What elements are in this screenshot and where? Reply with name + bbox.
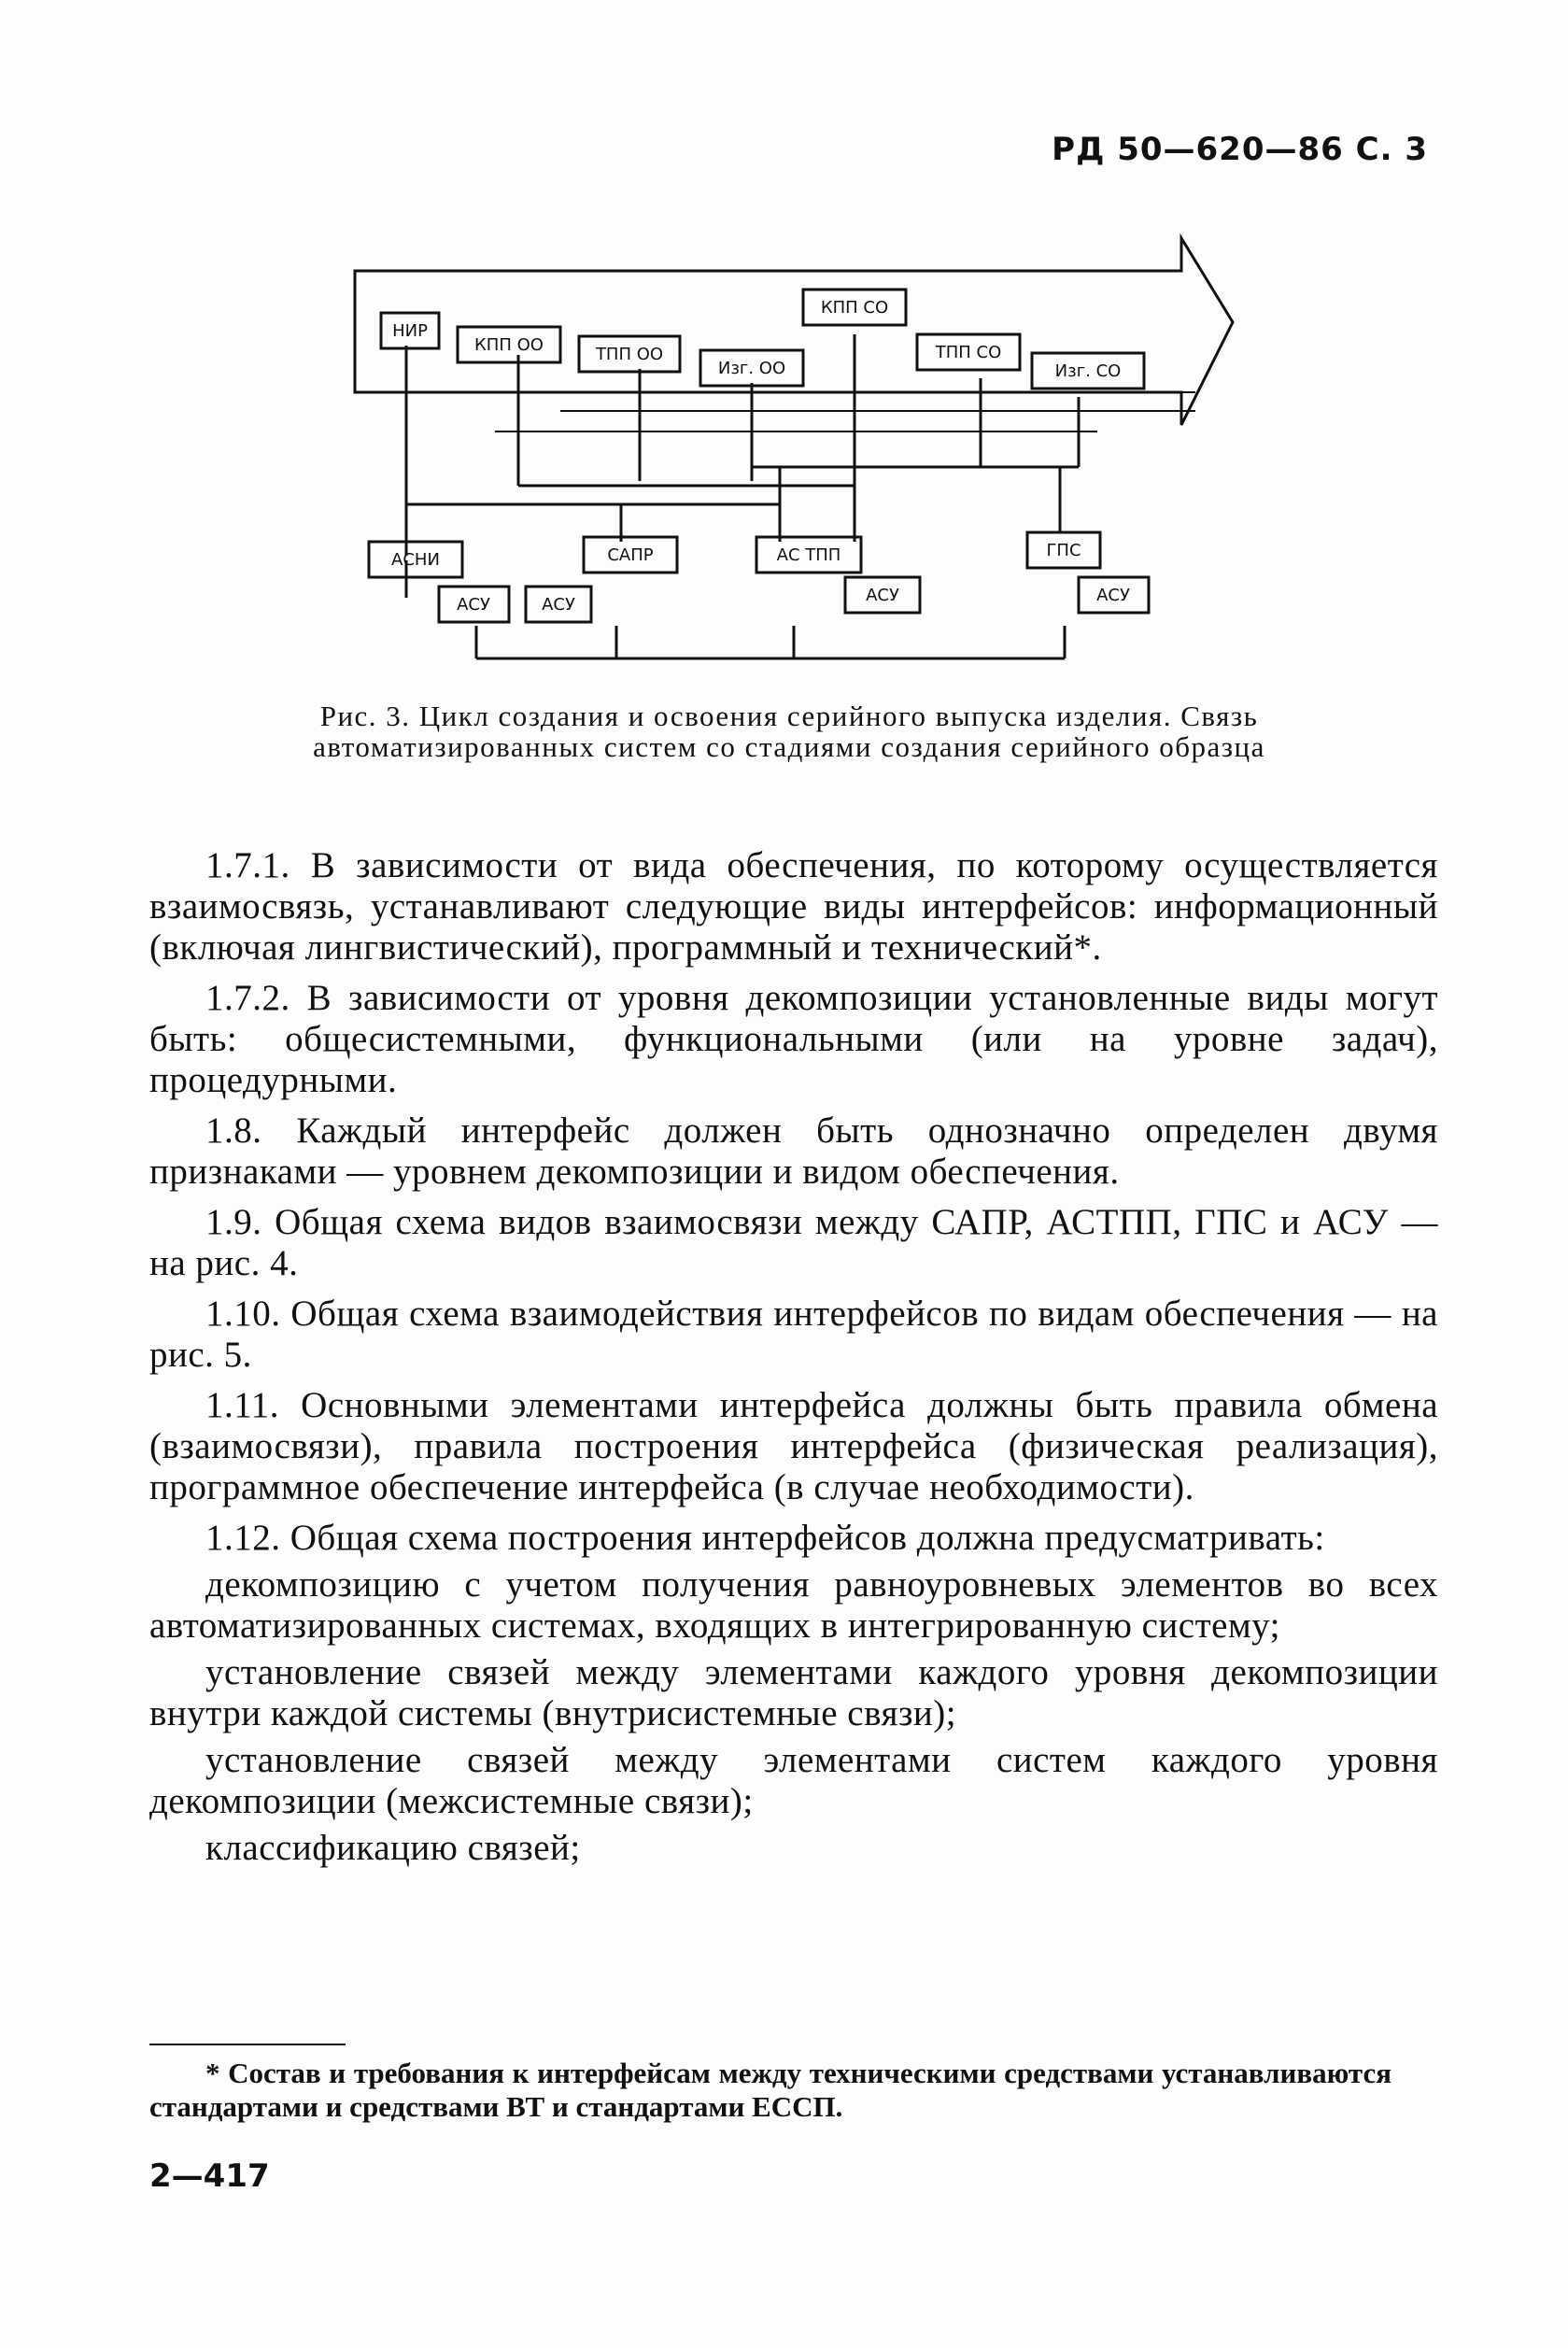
paragraph-1-12: 1.12. Общая схема построения интерфейсов должна предусматривать: (205, 1518, 1325, 1558)
label-sapr: САПР (607, 545, 654, 565)
label-asu-4: АСУ (1096, 586, 1130, 605)
paragraph-1-9: 1.9. Общая схема видов взаимосвязи между САПР, АСТПП, ГПС и АСУ — на рис. 4. (149, 1202, 1438, 1283)
page-number: 2—417 (149, 2157, 270, 2195)
cycle-arrow (355, 238, 1233, 425)
list-item: установление связей между элементами систем каждого уровня декомпозиции (межсистемные связи); (149, 1740, 1438, 1821)
label-tpp-so: ТПП СО (935, 343, 1002, 362)
label-gps: ГПС (1046, 541, 1081, 560)
paragraph-1-11: 1.11. Основными элементами интерфейса должны быть правила обмена (взаимосвязи), правила построения интерфейса (физическая реализация), программное обеспечение интерфейса (в случае необходимости). (149, 1385, 1438, 1507)
paragraph-1-8: 1.8. Каждый интерфейс должен быть однозначно определен двумя признаками — уровнем декомпозиции и видом обеспечения. (149, 1110, 1438, 1192)
paragraph-1-10: 1.10. Общая схема взаимодействия интерфейсов по видам обеспечения — на рис. 5. (149, 1294, 1438, 1375)
footnote-divider (149, 2044, 346, 2045)
label-kpp-oo: КПП ОО (474, 335, 544, 355)
list-item: классификацию связей; (205, 1828, 581, 1868)
label-asni: АСНИ (391, 550, 440, 570)
label-as-tpp: АС ТПП (776, 545, 841, 565)
label-asu-3: АСУ (866, 586, 899, 605)
list-item: декомпозицию с учетом получения равноуровневых элементов во всех автоматизированных системах, входящих в интегрированную систему; (149, 1564, 1438, 1646)
label-kpp-so: КПП СО (820, 298, 889, 318)
label-izg-oo: Изг. ОО (717, 359, 786, 378)
paragraph-1-7-2: 1.7.2. В зависимости от уровня декомпозиции установленные виды могут быть: общесистемными, функциональными (или на уровне задач), процедурными. (149, 978, 1438, 1100)
paragraph-1-7-1: 1.7.1. В зависимости от вида обеспечения, по которому осуществляется взаимосвязь, устанавливают следующие виды интерфейсов: информационный (включая лингвистический), программный и технический*. (149, 845, 1438, 968)
label-tpp-oo: ТПП ОО (595, 345, 664, 364)
label-asu-1: АСУ (457, 595, 490, 615)
label-nir: НИР (392, 321, 428, 341)
figure-caption: Рис. 3. Цикл создания и освоения серийного выпуска изделия. Связь автоматизированных систем со стадиями создания серийного образца (313, 700, 1265, 763)
label-asu-2: АСУ (542, 595, 575, 615)
footnote: * Состав и требования к интерфейсам между техническими средствами устанавливаются стандартами и средствами ВТ и стандартами ЕССП. (149, 2057, 1391, 2123)
label-izg-so: Изг. СО (1054, 361, 1122, 381)
document-reference: РД 50—620—86 С. 3 (1052, 131, 1428, 168)
interface-cycle-diagram (336, 233, 1251, 672)
list-item: установление связей между элементами каждого уровня декомпозиции внутри каждой системы (внутрисистемные связи); (149, 1652, 1438, 1733)
body-text (149, 845, 1438, 1874)
